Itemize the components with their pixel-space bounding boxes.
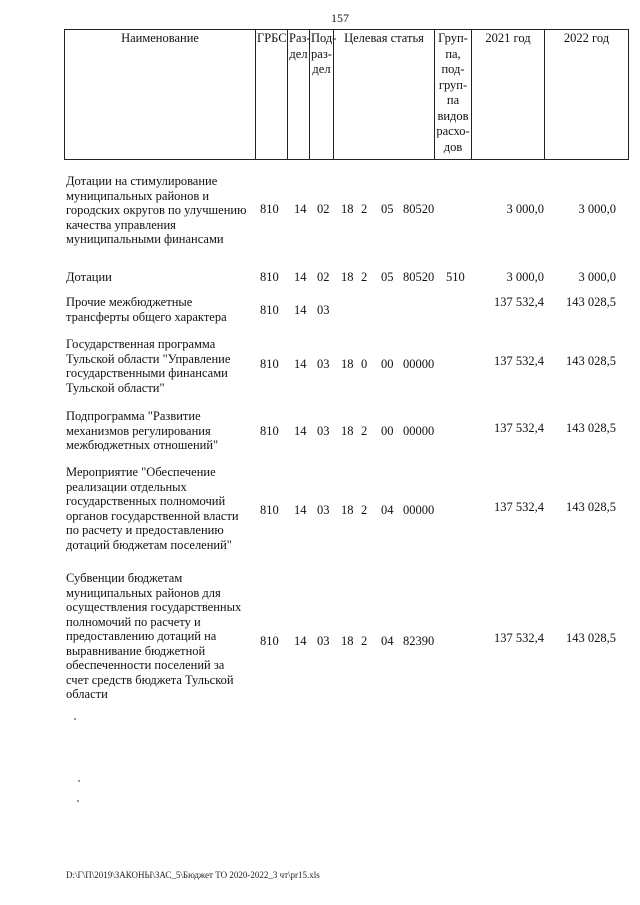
row-2022: 143 028,5 — [566, 354, 616, 368]
row-2021: 137 532,4 — [494, 421, 544, 435]
header-razdel: Раз- дел — [288, 30, 310, 160]
row-target-4: 80520 — [403, 202, 435, 216]
row-podrazdel: 03 — [317, 634, 330, 648]
row-grbs: 810 — [260, 634, 279, 648]
row-target-2: 2 — [361, 634, 368, 648]
header-target: Целевая статья — [334, 30, 435, 160]
row-target-1: 18 — [341, 357, 354, 371]
header-2021: 2021 год — [472, 30, 545, 160]
row-target-4: 00000 — [403, 424, 435, 438]
row-podrazdel: 02 — [317, 202, 330, 216]
row-razdel: 14 — [294, 303, 307, 317]
scan-speck — [77, 800, 79, 802]
scan-speck — [78, 780, 80, 782]
row-grbs: 810 — [260, 270, 279, 284]
row-2021: 3 000,0 — [506, 270, 544, 284]
row-target-4: 00000 — [403, 357, 435, 371]
row-target-2: 2 — [361, 202, 368, 216]
row-target-4: 80520 — [403, 270, 435, 284]
row-2022: 143 028,5 — [566, 421, 616, 435]
row-name: Субвенции бюджетам муниципальных районов для осуществления государственных полномочий по расчету и предоставлению дотаций на выравнивание бюджетной обеспеченности поселений за счет средств бюджета Тульской области — [66, 571, 242, 701]
row-target-2: 2 — [361, 503, 368, 517]
row-target-3: 05 — [381, 270, 394, 284]
row-group: 510 — [446, 270, 465, 284]
row-razdel: 14 — [294, 270, 307, 284]
header-name: Наименование — [65, 30, 256, 160]
scan-speck — [74, 718, 76, 720]
row-target-3: 00 — [381, 357, 394, 371]
row-target-1: 18 — [341, 634, 354, 648]
header-podrazdel: Под- раз- дел — [310, 30, 334, 160]
row-2021: 137 532,4 — [494, 295, 544, 309]
row-2021: 3 000,0 — [506, 202, 544, 216]
file-path-footer: D:\Г\П\2019\ЗАКОНЫ\ЗАС_5\Бюджет ТО 2020-2022_3 чт\pr15.xls — [66, 870, 320, 880]
row-grbs: 810 — [260, 503, 279, 517]
row-target-3: 05 — [381, 202, 394, 216]
row-grbs: 810 — [260, 424, 279, 438]
row-target-3: 04 — [381, 634, 394, 648]
row-2022: 143 028,5 — [566, 631, 616, 645]
table-header — [64, 29, 629, 160]
page-number: 157 — [331, 11, 349, 25]
row-razdel: 14 — [294, 424, 307, 438]
row-target-4: 00000 — [403, 503, 435, 517]
row-target-1: 18 — [341, 270, 354, 284]
row-2022: 3 000,0 — [578, 202, 616, 216]
row-podrazdel: 03 — [317, 503, 330, 517]
row-2022: 143 028,5 — [566, 500, 616, 514]
row-name: Дотации — [66, 270, 112, 284]
row-razdel: 14 — [294, 634, 307, 648]
row-2022: 143 028,5 — [566, 295, 616, 309]
row-podrazdel: 03 — [317, 357, 330, 371]
row-podrazdel: 02 — [317, 270, 330, 284]
row-name: Подпрограмма "Развитие механизмов регулирования межбюджетных отношений" — [66, 409, 219, 452]
row-target-2: 0 — [361, 357, 368, 371]
row-2021: 137 532,4 — [494, 500, 544, 514]
row-podrazdel: 03 — [317, 303, 330, 317]
header-group: Груп- па, под- груп- па видов расхо- дов — [435, 30, 472, 160]
row-name: Мероприятие "Обеспечение реализации отдельных государственных полномочий органов государственной власти по расчету и предоставлению дотаций бюджетам поселений" — [66, 465, 239, 552]
row-name: Государственная программа Тульской области "Управление государственными финансами Тульской области" — [66, 337, 231, 395]
row-grbs: 810 — [260, 357, 279, 371]
row-target-1: 18 — [341, 202, 354, 216]
header-2022: 2022 год — [545, 30, 629, 160]
row-razdel: 14 — [294, 202, 307, 216]
row-razdel: 14 — [294, 357, 307, 371]
row-target-1: 18 — [341, 424, 354, 438]
row-2022: 3 000,0 — [578, 270, 616, 284]
header-grbs: ГРБС — [256, 30, 288, 160]
row-podrazdel: 03 — [317, 424, 330, 438]
row-2021: 137 532,4 — [494, 354, 544, 368]
row-target-4: 82390 — [403, 634, 435, 648]
row-razdel: 14 — [294, 503, 307, 517]
row-grbs: 810 — [260, 303, 279, 317]
row-target-1: 18 — [341, 503, 354, 517]
row-target-2: 2 — [361, 270, 368, 284]
row-grbs: 810 — [260, 202, 279, 216]
row-name: Дотации на стимулирование муниципальных районов и городских округов по улучшению качества управления муниципальными финансами — [66, 174, 247, 246]
row-2021: 137 532,4 — [494, 631, 544, 645]
row-target-3: 04 — [381, 503, 394, 517]
row-target-2: 2 — [361, 424, 368, 438]
row-target-3: 00 — [381, 424, 394, 438]
row-name: Прочие межбюджетные трансферты общего характера — [66, 295, 227, 324]
